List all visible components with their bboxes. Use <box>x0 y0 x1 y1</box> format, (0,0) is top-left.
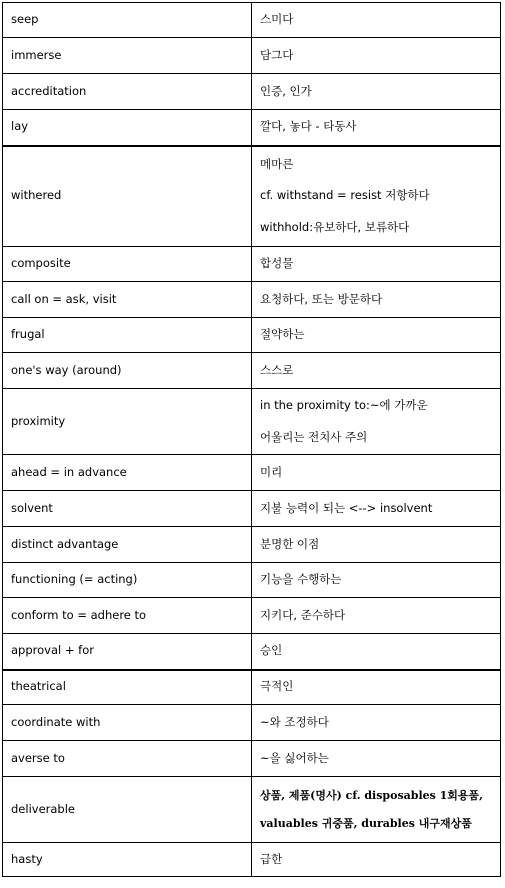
table-row <box>3 282 501 318</box>
table-row <box>3 777 501 843</box>
table-row <box>3 634 501 670</box>
table-row <box>3 563 501 598</box>
meaning-cell: 스스로 <box>252 353 501 389</box>
table-row <box>3 491 501 527</box>
table-row <box>3 527 501 563</box>
meaning-cell: ~을 싫어하는 <box>252 741 501 777</box>
table-row <box>3 353 501 389</box>
meaning-cell <box>252 777 501 843</box>
meaning-line: in the proximity to:~에 가까운 <box>260 397 428 412</box>
meaning-cell: 요청하다, 또는 방문하다 <box>252 282 501 318</box>
term-cell: seep <box>3 3 252 38</box>
meaning-cell <box>252 389 501 455</box>
term-cell: approval + for <box>3 634 252 670</box>
term-cell: proximity <box>3 389 252 455</box>
meaning-cell: 분명한 이점 <box>252 527 501 563</box>
term-cell: accreditation <box>3 74 252 110</box>
table-row <box>3 38 501 74</box>
meaning-line: 메마른 <box>260 156 294 171</box>
term-cell: conform to = adhere to <box>3 598 252 634</box>
table-row <box>3 3 501 38</box>
term-cell: deliverable <box>3 777 252 843</box>
meaning-cell <box>252 146 501 247</box>
term-cell: withered <box>3 146 252 247</box>
meaning-cell: 지키다, 준수하다 <box>252 598 501 634</box>
table-row <box>3 455 501 491</box>
meaning-line: cf. withstand = resist 저항하다 <box>260 188 430 203</box>
table-row <box>3 705 501 741</box>
meaning-cell: 승인 <box>252 634 501 670</box>
meaning-line: withhold:유보하다, 보류하다 <box>260 220 410 235</box>
term-cell: one's way (around) <box>3 353 252 389</box>
table-row <box>3 146 501 247</box>
term-cell: call on = ask, visit <box>3 282 252 318</box>
term-cell: averse to <box>3 741 252 777</box>
table-row <box>3 598 501 634</box>
meaning-cell: ~와 조정하다 <box>252 705 501 741</box>
meaning-cell: 깔다, 놓다 - 타동사 <box>252 110 501 146</box>
table-row <box>3 389 501 455</box>
term-cell: ahead = in advance <box>3 455 252 491</box>
meaning-cell: 극적인 <box>252 670 501 705</box>
term-cell: composite <box>3 247 252 282</box>
term-cell: hasty <box>3 843 252 877</box>
meaning-cell: 스미다 <box>252 3 501 38</box>
term-cell: distinct advantage <box>3 527 252 563</box>
meaning-cell: 합성물 <box>252 247 501 282</box>
meaning-line: valuables 귀중품, durables 내구재상품 <box>260 816 472 830</box>
table-row <box>3 843 501 877</box>
meaning-cell: 급한 <box>252 843 501 877</box>
meaning-cell: 지불 능력이 되는 <--> insolvent <box>252 491 501 527</box>
term-cell: theatrical <box>3 670 252 705</box>
meaning-line: 상품, 제품(명사) cf. disposables 1회용품, <box>260 789 484 803</box>
table-row <box>3 741 501 777</box>
term-cell: immerse <box>3 38 252 74</box>
table-row <box>3 670 501 705</box>
term-cell: lay <box>3 110 252 146</box>
meaning-cell: 인증, 인가 <box>252 74 501 110</box>
meaning-cell: 미리 <box>252 455 501 491</box>
vocabulary-table <box>2 2 501 877</box>
term-cell: coordinate with <box>3 705 252 741</box>
table-row <box>3 247 501 282</box>
term-cell: solvent <box>3 491 252 527</box>
table-row <box>3 110 501 146</box>
table-row <box>3 318 501 353</box>
term-cell: frugal <box>3 318 252 353</box>
meaning-cell: 절약하는 <box>252 318 501 353</box>
meaning-cell: 기능을 수행하는 <box>252 563 501 598</box>
meaning-cell: 담그다 <box>252 38 501 74</box>
meaning-line: 어울리는 전치사 주의 <box>260 429 368 444</box>
term-cell: functioning (= acting) <box>3 563 252 598</box>
table-row <box>3 74 501 110</box>
